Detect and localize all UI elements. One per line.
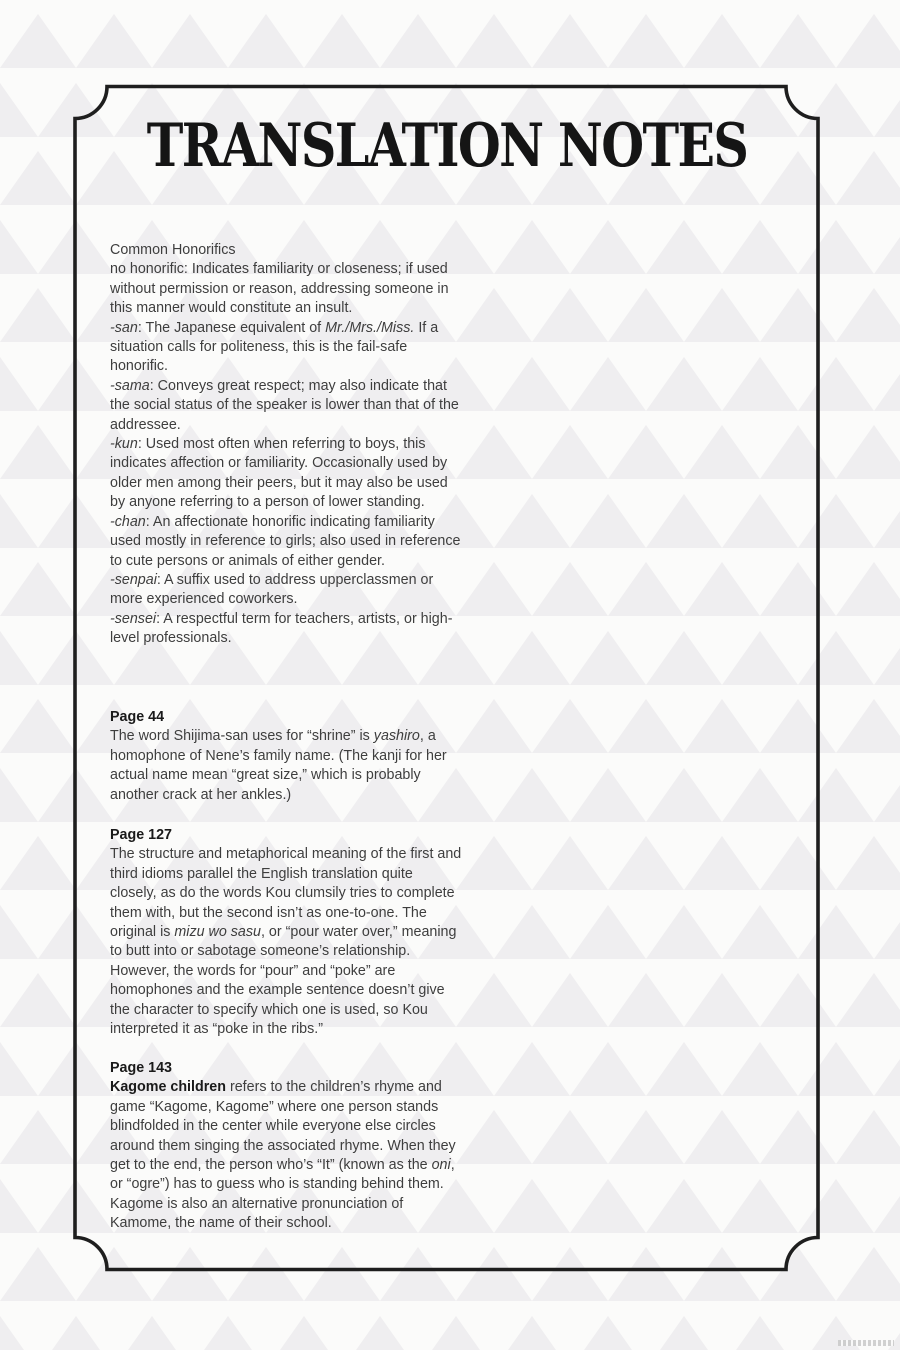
- watermark-microtext: [838, 1340, 894, 1346]
- italic-term: -senpai: [110, 571, 157, 588]
- section-heading: Common Honorifics: [110, 242, 236, 258]
- paragraph: [110, 727, 462, 805]
- text-run: no honorific: Indicates familiarity or closeness; if used without permission or reason, addressing someone in this manner would constitute an insult.: [110, 261, 449, 317]
- section-common-honorifics: [110, 241, 462, 649]
- section-body: [110, 727, 462, 805]
- text-run: , a homophone of Nene’s family name. (The kanji for her actual name mean “great size,” which is probably another crack at her ankles.): [110, 728, 447, 803]
- italic-term: -sama: [110, 377, 150, 394]
- page-title: TRANSLATION NOTES: [146, 111, 748, 181]
- italic-term: -san: [110, 319, 138, 336]
- italic-term: oni: [431, 1157, 451, 1174]
- paragraph: [110, 435, 462, 513]
- section-page-44: [110, 708, 462, 805]
- text-run: , or “ogre”) has to guess who is standing behind them. Kagome is also an alternative pronunciation of Kamome, the name of their school.: [110, 1157, 455, 1232]
- section-heading: Page 44: [110, 709, 165, 725]
- paragraph: [110, 571, 462, 610]
- paragraph: [110, 513, 462, 571]
- text-run: : The Japanese equivalent of: [137, 319, 326, 336]
- section-heading: Page 127: [110, 827, 172, 843]
- text-run: : Used most often when referring to boys, this indicates affection or familiarity. Occasionally used by older men among their peers, but it may also be used by anyone referring to a person of lower standing.: [110, 436, 448, 511]
- paragraph: [110, 260, 462, 318]
- text-run: refers to the children’s rhyme and game “Kagome, Kagome” where one person stands blindfolded in the center while everyone else circles around them singing the associated rhyme. When they get to the end, the person who’s “It” (known as the: [110, 1079, 456, 1174]
- italic-term: -chan: [110, 513, 146, 530]
- text-run: : A suffix used to address upperclassmen or more experienced coworkers.: [110, 571, 434, 608]
- section-body: [110, 260, 462, 648]
- italic-term: mizu wo sasu: [174, 924, 261, 941]
- section-body: [110, 845, 462, 1039]
- paragraph: [110, 319, 462, 377]
- section-page-127: [110, 826, 462, 1039]
- text-run: The structure and metaphorical meaning of the first and third idioms parallel the English translation quite closely, as do the words Kou clumsily tries to complete them with, but the second isn’t as one-to-one. The original is: [110, 846, 462, 941]
- italic-term: -kun: [110, 436, 138, 453]
- paragraph: [110, 377, 462, 435]
- section-heading: Page 143: [110, 1060, 172, 1076]
- paragraph: [110, 845, 462, 1039]
- section-page-143: [110, 1059, 462, 1234]
- italic-term: Mr./Mrs./Miss.: [325, 319, 415, 336]
- italic-term: -sensei: [110, 610, 157, 627]
- text-run: If a situation calls for politeness, this is the fail-safe honorific.: [110, 319, 439, 375]
- text-run: : Conveys great respect; may also indicate that the social status of the speaker is lower than that of the addressee.: [110, 377, 459, 433]
- paragraph: [110, 1078, 462, 1233]
- text-run: : A respectful term for teachers, artists, or high-level professionals.: [110, 610, 453, 647]
- bold-term: Kagome children: [110, 1079, 226, 1096]
- text-run: : An affectionate honorific indicating familiarity used mostly in reference to girls; also used in reference to cute persons or animals of either gender.: [110, 513, 461, 569]
- text-run: , or “pour water over,” meaning to butt into or sabotage someone’s relationship. However, the words for “pour” and “poke” are homophones and the example sentence doesn’t give the character to specify which one is used, so Kou interpreted it as “poke in the ribs.”: [110, 924, 457, 1038]
- section-body: [110, 1078, 462, 1233]
- italic-term: yashiro: [373, 728, 420, 745]
- text-run: The word Shijima-san uses for “shrine” is: [110, 728, 374, 745]
- paragraph: [110, 610, 462, 649]
